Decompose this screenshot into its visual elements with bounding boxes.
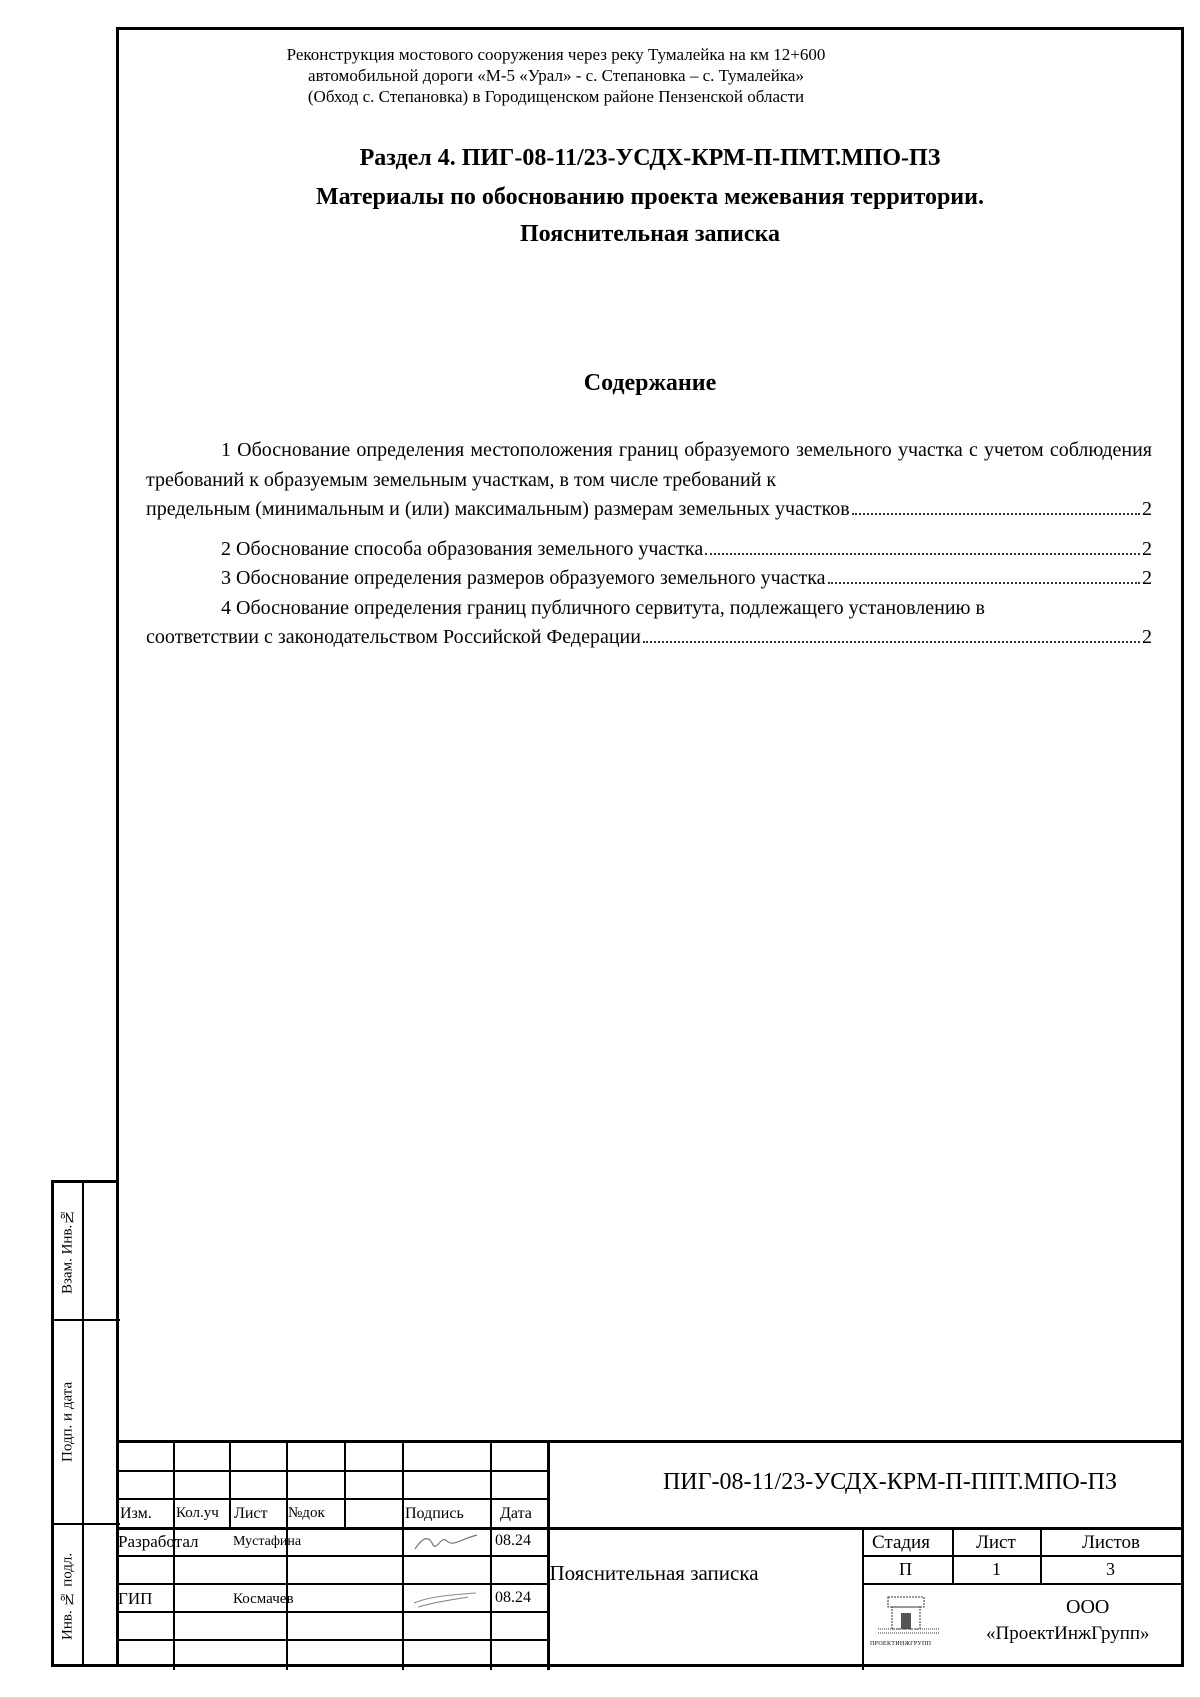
document-code: ПИГ-08-11/23-УСДХ-КРМ-П-ППТ.МПО-ПЗ <box>662 1469 1118 1495</box>
toc-item-text: 3 Обоснование определения размеров образуемого земельного участка <box>221 567 826 589</box>
toc-item-4[interactable] <box>146 594 1152 653</box>
toc-leader <box>705 553 1140 555</box>
side-stamp <box>51 1180 117 1667</box>
toc-page-number: 2 <box>1142 498 1152 520</box>
header-line-2: автомобильной дороги «М-5 «Урал» - с. Степановка – с. Тумалейка» <box>308 66 804 85</box>
toc-item-text: соответствии с законодательством Российской Федерации <box>146 626 641 648</box>
toc-item-3[interactable] <box>146 564 1152 594</box>
col-podpis: Подпись <box>405 1505 464 1522</box>
toc-page-number: 2 <box>1142 567 1152 589</box>
signature-developer <box>411 1531 481 1553</box>
header-line-1: Реконструкция мостового сооружения через реку Тумалейка на км 12+600 <box>286 45 826 64</box>
col-list: Лист <box>234 1505 268 1522</box>
sheet-label: Лист <box>976 1532 1016 1553</box>
toc-item-2[interactable] <box>146 535 1152 565</box>
title-line-2: Материалы по обоснованию проекта межевания территории. <box>316 184 984 210</box>
sheet-value: 1 <box>992 1559 1001 1579</box>
logo-caption: ПРОЕКТИНЖГРУПП <box>870 1641 932 1647</box>
col-ndok: №док <box>288 1505 325 1521</box>
toc-page-number: 2 <box>1142 537 1152 560</box>
vzam-inv-label: Взам. Инв.№ <box>59 1208 76 1294</box>
toc-item-text: 4 Обоснование определения границ публичного сервитута, подлежащего установлению в <box>221 596 985 619</box>
toc-page-number: 2 <box>1142 626 1152 648</box>
project-header <box>116 44 996 107</box>
role-gip: ГИП <box>118 1589 153 1608</box>
contents-heading: Содержание <box>583 370 717 396</box>
page-frame <box>116 27 1184 1667</box>
toc-leader <box>828 582 1140 584</box>
org-line-1: ООО <box>1066 1596 1110 1618</box>
header-line-3: (Обход с. Степановка) в Городищенском районе Пензенской области <box>307 87 805 106</box>
col-izm: Изм. <box>120 1505 152 1522</box>
signature-gip <box>408 1587 483 1611</box>
toc-item-text: 2 Обоснование способа образования земельного участка <box>221 537 704 560</box>
stage-value: П <box>899 1559 912 1579</box>
title-block <box>116 1440 1184 1667</box>
name-developer: Мустафина <box>233 1534 302 1549</box>
col-kol-uch: Кол.уч <box>176 1505 219 1521</box>
title-line-3: Пояснительная записка <box>519 221 780 247</box>
podp-data-label: Подп. и дата <box>59 1381 76 1463</box>
sheets-label: Листов <box>1082 1532 1141 1553</box>
toc-leader <box>852 513 1140 515</box>
table-of-contents <box>146 436 1152 663</box>
toc-item-1[interactable] <box>146 436 1152 525</box>
document-name: Пояснительная записка <box>549 1561 759 1585</box>
col-data: Дата <box>500 1505 532 1522</box>
date-gip: 08.24 <box>495 1589 531 1606</box>
company-logo <box>868 1589 950 1649</box>
name-gip: Космачев <box>233 1591 294 1607</box>
toc-leader <box>643 641 1140 643</box>
sheets-value: 3 <box>1106 1559 1115 1579</box>
date-developer: 08.24 <box>495 1532 531 1549</box>
role-developer: Разработал <box>118 1532 199 1551</box>
org-line-2: «ПроектИнжГрупп» <box>986 1623 1150 1644</box>
inv-podl-label: Инв. № подл. <box>59 1552 76 1640</box>
toc-item-text: 1 Обоснование определения местоположения границ образуемого земельного участка с учетом соблюдения требований к образуемым земельным участкам, в том числе требований к <box>146 439 1152 491</box>
toc-item-text: предельным (минимальным и (или) максимальным) размерам земельных участков <box>146 498 850 520</box>
stage-label: Стадия <box>872 1532 930 1553</box>
title-line-1: Раздел 4. ПИГ-08-11/23-УСДХ-КРМ-П-ПМТ.МПО-ПЗ <box>359 145 941 171</box>
